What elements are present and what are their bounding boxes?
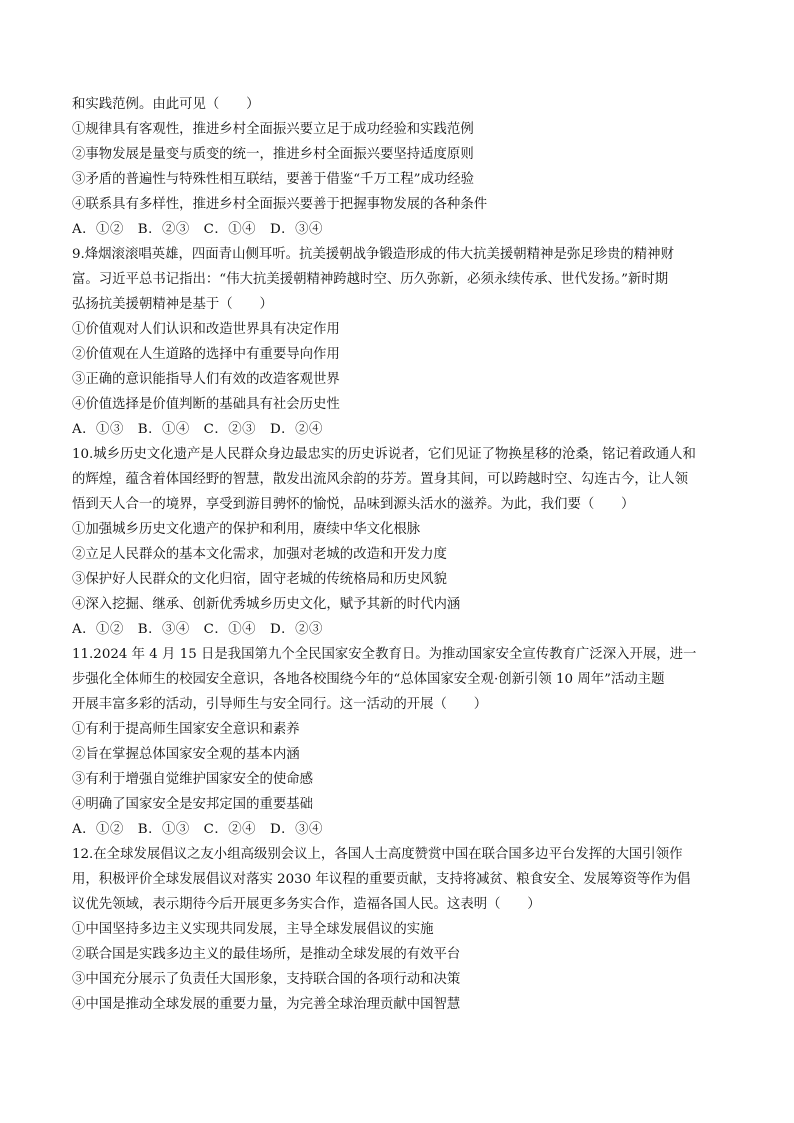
page-content: [72, 92, 722, 1017]
answer-choices: A．①② B．③④ C．①④ D．②③: [72, 622, 323, 637]
question-11: [72, 642, 722, 842]
option-4: ④中国是推动全球发展的重要力量，为完善全球治理贡献中国智慧: [72, 997, 461, 1012]
question-stem-line: 9.烽烟滚滚唱英雄，四面青山侧耳听。抗美援朝战争锻造形成的伟大抗美援朝精神是弥足珍贵的精神财: [72, 247, 674, 262]
question-9: [72, 242, 722, 442]
option-2: ②价值观在人生道路的选择中有重要导向作用: [72, 347, 340, 362]
option-4: ④价值选择是价值判断的基础具有社会历史性: [72, 397, 340, 412]
option-1: ①价值观对人们认识和改造世界具有决定作用: [72, 322, 340, 337]
option-4: ④联系具有多样性，推进乡村全面振兴要善于把握事物发展的各种条件: [72, 197, 488, 212]
option-1: ①中国坚持多边主义实现共同发展，主导全球发展倡议的实施: [72, 922, 434, 937]
option-3: ③正确的意识能指导人们有效的改造客观世界: [72, 372, 340, 387]
option-3: ③有利于增强自觉维护国家安全的使命感: [72, 772, 314, 787]
question-stem-line: 富。习近平总书记指出：“伟大抗美援朝精神跨越时空、历久弥新，必须永续传承、世代发扬。”新时期: [72, 272, 669, 287]
question-12: [72, 842, 722, 1017]
question-stem-line: 步强化全体师生的校园安全意识，各地各校围绕今年的“总体国家安全观·创新引领 10 周年”活动主题: [72, 672, 665, 687]
option-1: ①规律具有客观性，推进乡村全面振兴要立足于成功经验和实践范例: [72, 122, 474, 137]
option-1: ①有利于提高师生国家安全意识和素养: [72, 722, 300, 737]
option-2: ②联合国是实践多边主义的最佳场所，是推动全球发展的有效平台: [72, 947, 461, 962]
option-4: ④深入挖掘、继承、创新优秀城乡历史文化，赋予其新的时代内涵: [72, 597, 461, 612]
answer-choices: A．①② B．②③ C．①④ D．③④: [72, 222, 323, 237]
question-10: [72, 442, 722, 642]
question-stem-line: 议优先领域，表示期待今后开展更多务实合作，造福各国人民。这表明（ ）: [72, 897, 541, 912]
question-stem-line: 和实践范例。由此可见（ ）: [72, 97, 260, 112]
question-stem-line: 开展丰富多彩的活动，引导师生与安全同行。这一活动的开展（ ）: [72, 697, 488, 712]
question-stem-line: 12.在全球发展倡议之友小组高级别会议上，各国人士高度赞赏中国在联合国多边平台发挥的大国引领作: [72, 847, 683, 862]
option-2: ②立足人民群众的基本文化需求，加强对老城的改造和开发力度: [72, 547, 447, 562]
question-stem-line: 10.城乡历史文化遗产是人民群众身边最忠实的历史诉说者，它们见证了物换星移的沧桑，铭记着政通人和: [72, 447, 696, 462]
option-3: ③矛盾的普遍性与特殊性相互联结，要善于借鉴“千万工程”成功经验: [72, 172, 475, 187]
option-2: ②事物发展是量变与质变的统一，推进乡村全面振兴要坚持适度原则: [72, 147, 474, 162]
question-stem-line: 11.2024 年 4 月 15 日是我国第九个全民国家安全教育日。为推动国家安全宣传教育广泛深入开展，进一: [72, 647, 697, 662]
question-stem-line: 用，积极评价全球发展倡议对落实 2030 年议程的重要贡献，支持将减贫、粮食安全、发展筹资等作为倡: [72, 872, 691, 887]
option-2: ②旨在掌握总体国家安全观的基本内涵: [72, 747, 300, 762]
option-3: ③中国充分展示了负责任大国形象，支持联合国的各项行动和决策: [72, 972, 461, 987]
option-4: ④明确了国家安全是安邦定国的重要基础: [72, 797, 314, 812]
question-8-continuation: [72, 92, 722, 242]
question-stem-line: 悟到天人合一的境界，享受到游目骋怀的愉悦，品味到源头活水的滋养。为此，我们要（ ）: [72, 497, 635, 512]
answer-choices: A．①② B．①③ C．②④ D．③④: [72, 822, 323, 837]
option-1: ①加强城乡历史文化遗产的保护和利用，赓续中华文化根脉: [72, 522, 421, 537]
answer-choices: A．①③ B．①④ C．②③ D．②④: [72, 422, 323, 437]
question-stem-line: 弘扬抗美援朝精神是基于（ ）: [72, 297, 273, 312]
option-3: ③保护好人民群众的文化归宿，固守老城的传统格局和历史风貌: [72, 572, 447, 587]
question-stem-line: 的辉煌，蕴含着体国经野的智慧，散发出流风余韵的芬芳。置身其间，可以跨越时空、勾连古今，让人领: [72, 472, 688, 487]
